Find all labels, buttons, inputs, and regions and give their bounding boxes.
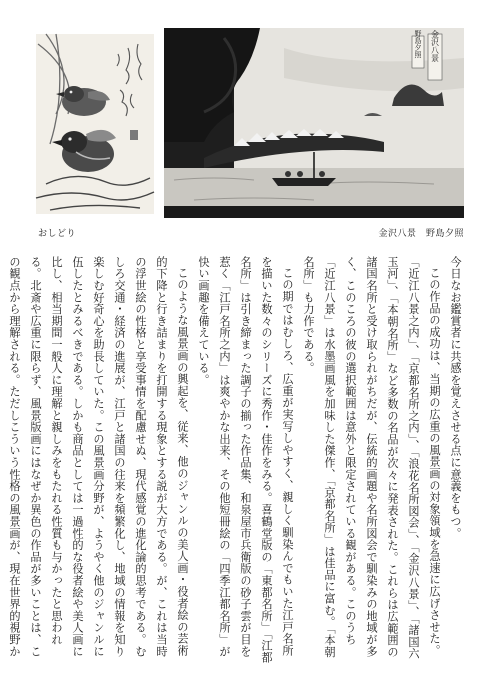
cartouche-subtitle: 野島夕照 xyxy=(414,30,422,58)
oshidori-print xyxy=(36,34,154,214)
seal-stamp xyxy=(130,130,138,140)
figure-band xyxy=(36,28,466,218)
oshidori-illustration xyxy=(36,34,154,214)
caption-oshidori: おしどり xyxy=(38,229,77,239)
caption-kanazawa-hakkei: 金沢八景 野島夕照 xyxy=(378,229,464,239)
cartouche-title: 金沢八景 xyxy=(430,30,440,62)
kanazawa-hakkei-print xyxy=(164,28,464,218)
paragraph-4: このような風景画の興起を、従来、他のジャンルの美人画・役者絵の芸術的下降と行き詰まりを打開する現象とする説が大方である。が、これは当時の浮世絵の性格と享受事情を配慮せぬ、現代感覚の進化論的思考である。むしろ交通・経済の進展が、江戸と諸国の往来を頻繁化し、地域の情報を知り楽しむ好奇心を助長していた。この風景画分野が、ようやく他のジャンルに伍したとみるべきである。しかも商品としては一過性的な役者絵や美人画に比し、相当期間一般人に理解と親しみをもたれる性質も与かったと思われる。北斎や広重に限らず、風景版画にはなぜか異色の作品が多いことは、この観点から理解される。ただしこういう性格の風景画が、現在世界的視野か xyxy=(8,256,189,658)
nojima-sekisho-illustration xyxy=(164,28,464,218)
paragraph-2: この作品の成功は、当期の広重の風景画の対象領域を急速に広げさせた。「近江八景之内」、「京都名所之内」、「浪花名所図会」、「金沢八景」、「諸国六玉河」、「本朝名所」など多数の名品が次々に発表された。これらは広範囲の諸国名所と受け取られがちだが、伝統的画題や名所図会で馴染みの地域が多く、このころの彼の選択範囲は意外と限定されている観がある。このうち「近江八景」は水墨画風を加味した傑作、「京都名所」は佳品に富む。「本朝名所」も力作である。 xyxy=(302,256,441,660)
paragraph-1: 今日なお鑑賞者に共感を覚えさせる点に意義をもつ。 xyxy=(449,256,462,540)
paragraph-3: この期ではむしろ、広重が実写しやすく、親しく馴染んでもいた江戸名所を描いた数々のシリーズに秀作・佳作をみる。喜鶴堂版の「東都名所」「江都名所」は引き締まった調子の揃った作品集、和泉屋市兵衛版の砂子雲が目を惹く「江戸名所之内」は爽やかな出来、その他短冊絵の「四季江都名所」が快い画趣を備えている。 xyxy=(197,256,294,664)
article-body xyxy=(8,256,466,666)
